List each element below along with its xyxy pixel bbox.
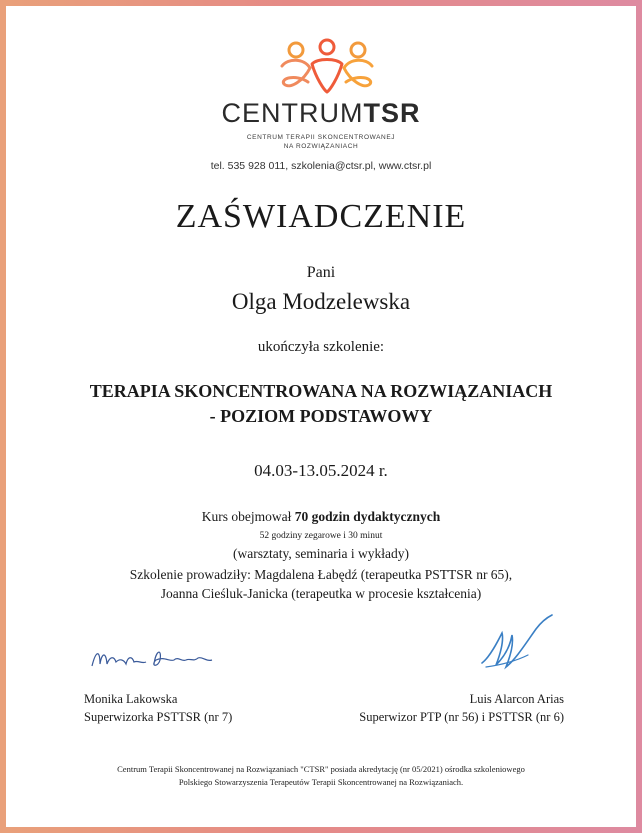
- completed-text: ukończyła szkolenie:: [257, 339, 385, 355]
- course-title: [6, 379, 636, 429]
- contact-info: tel. 535 928 011, szkolenia@ctsr.pl, www.ctsr.pl: [210, 160, 432, 172]
- signer-right: [359, 690, 564, 726]
- hours-bold: 70 godzin dydaktycznych: [294, 509, 441, 524]
- activities: (warsztaty, seminaria i wykłady): [232, 546, 410, 561]
- hours-detail: 52 godziny zegarowe i 30 minut: [259, 531, 383, 541]
- footer-line1: Centrum Terapii Skoncentrowanej na Rozwiązaniach "CTSR" posiada akredytację (nr 05/2021) ośrodka szkoleniowego: [117, 764, 525, 774]
- signer-left-role: Superwizorka PSTTSR (nr 7): [84, 710, 233, 724]
- signer-right-name: Luis Alarcon Arias: [469, 692, 564, 706]
- signature-right-image: [476, 611, 566, 673]
- brand-regular: CENTRUM: [221, 98, 364, 128]
- certificate-title: ZAŚWIADCZENIE: [175, 198, 467, 235]
- course-hours: [6, 509, 636, 525]
- brand-logo: [6, 98, 636, 129]
- signer-left-name: Monika Lakowska: [84, 692, 178, 706]
- recipient-name: Olga Modzelewska: [231, 289, 411, 314]
- brand-bold: TSR: [363, 98, 421, 128]
- footer-line2: Polskiego Stowarzyszenia Terapeutów Terapii Skoncentrowanej na Rozwiązaniach.: [178, 777, 464, 787]
- signature-left-image: [88, 640, 218, 674]
- signer-left: [84, 690, 232, 726]
- accreditation-footer: [6, 763, 636, 789]
- brand-subtitle: [6, 133, 636, 151]
- brand-subtitle-line2: NA ROZWIĄZANIACH: [283, 143, 359, 150]
- brand-subtitle-line1: CENTRUM TERAPII SKONCENTROWANEJ: [246, 134, 396, 141]
- trainers-line1: Szkolenie prowadziły: Magdalena Łabędź (terapeutka PSTTSR nr 65),: [129, 567, 513, 582]
- trainers: [6, 565, 636, 603]
- salutation: Pani: [306, 264, 336, 281]
- course-title-line2: - POZIOM PODSTAWOWY: [209, 406, 433, 426]
- signer-right-role: Superwizor PTP (nr 56) i PSTTSR (nr 6): [359, 710, 564, 724]
- course-dates: 04.03-13.05.2024 r.: [254, 461, 388, 480]
- three-people-logo-icon: [278, 38, 376, 98]
- hours-prefix: Kurs obejmował: [201, 509, 295, 524]
- trainers-line2: Joanna Cieśluk-Janicka (terapeutka w procesie kształcenia): [160, 586, 482, 601]
- course-title-line1: TERAPIA SKONCENTROWANA NA ROZWIĄZANIACH: [89, 381, 553, 401]
